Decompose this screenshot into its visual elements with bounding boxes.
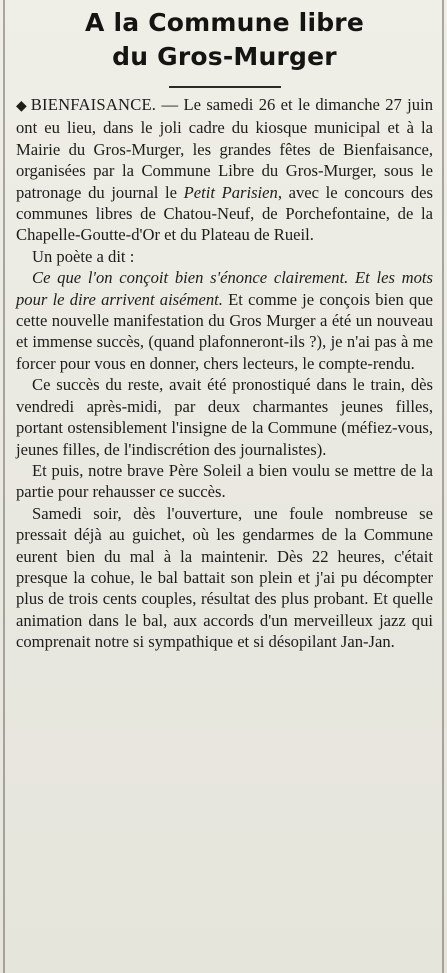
paragraph-3-text: Et comme je conçois bien que cette nouvelle manifestation du Gros Murger a été un nouveau et immense succès, (quand plafonneront-ils ?), je n'ai pas à me forcer pour vous en donner, chers lecteurs, le compte-rendu.: [16, 289, 433, 373]
left-column-rule: [3, 0, 5, 973]
article-body: [16, 94, 433, 653]
paragraph-1: [16, 94, 433, 246]
paragraph-4: Ce succès du reste, avait été pronostiqué dans le train, dès vendredi après-midi, par deux charmantes jeunes filles, portant ostensiblement l'insigne de la Commune (méfiez-vous, jeunes filles, de l'indiscrétion des journalistes).: [16, 375, 433, 459]
paragraph-1-text-b: , avec le concours des communes libres de Chatou-Neuf, de Porchefontaine, de la Chapelle-Goutte-d'Or et du Plateau de Rueil.: [16, 182, 433, 245]
rubric-heading: BIENFAISANCE.: [30, 95, 157, 114]
headline-divider: [169, 86, 281, 88]
paragraph-3: [16, 267, 433, 374]
headline-line-2: du Gros-Murger: [112, 42, 337, 71]
diamond-bullet-icon: ◆: [16, 98, 27, 114]
headline: [16, 0, 433, 74]
right-column-rule: [442, 0, 444, 973]
paragraph-1-text-a: — Le samedi 26 et le dimanche 27 juin ont eu lieu, dans le joli cadre du kiosque municipal et à la Mairie du Gros-Murger, les grandes fêtes de Bienfaisance, organisées par la Commune Libre du Gros-Murger, sous le patronage du journal le: [16, 95, 433, 202]
headline-line-1: A la Commune libre: [85, 8, 364, 37]
journal-name: Petit Parisien: [183, 182, 278, 202]
paragraph-6: Samedi soir, dès l'ouverture, une foule nombreuse se pressait déjà au guichet, où les gendarmes de la Commune eurent bien du mal à la maintenir. Dès 22 heures, c'était presque la cohue, le bal battait son plein et j'ai pu décompter plus de trois cents couples, résultat des plus probant. Et quelle animation dans le bal, aux accords d'un merveilleux jazz qui comprenait notre si sympathique et si désopilant Jan-Jan.: [16, 503, 433, 652]
paragraph-5: Et puis, notre brave Père Soleil a bien voulu se mettre de la partie pour rehausser ce succès.: [16, 460, 433, 502]
poem-quote: Ce que l'on conçoit bien s'énonce clairement. Et les mots pour le dire arrivent aisément.: [16, 268, 433, 309]
paragraph-2: Un poète a dit :: [32, 246, 135, 266]
